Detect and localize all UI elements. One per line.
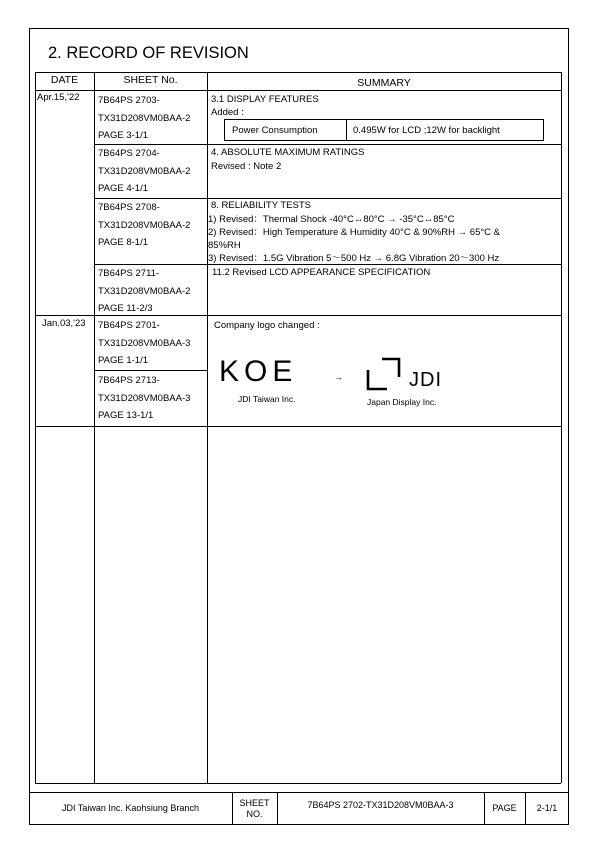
sheet-line: PAGE 13-1/1 xyxy=(98,410,154,421)
jdi-logo-caption: Japan Display Inc. xyxy=(367,397,437,407)
sheet-line: 7B64PS 2703- xyxy=(98,95,160,106)
row-divider xyxy=(94,264,561,265)
summary-line: Added : xyxy=(211,107,244,118)
page-title: 2. RECORD OF REVISION xyxy=(48,44,249,62)
power-consumption-value: 0.495W for LCD ;12W for backlight xyxy=(353,125,500,136)
header-bottom-border xyxy=(35,90,561,91)
footer-company: JDI Taiwan Inc. Kaohsiung Branch xyxy=(62,803,199,813)
footer-top-border xyxy=(29,792,569,793)
summary-heading: 8. RELIABILITY TESTS xyxy=(211,200,311,211)
sheet-line: TX31D208VM0BAA-3 xyxy=(98,393,191,404)
sheet-line: TX31D208VM0BAA-2 xyxy=(98,113,191,124)
jdi-logo-mark xyxy=(366,356,402,392)
sheet-line: PAGE 3-1/1 xyxy=(98,130,148,141)
sheet-line: 7B64PS 2713- xyxy=(98,375,160,386)
sheet-line: PAGE 4-1/1 xyxy=(98,183,148,194)
footer-document-number: 7B64PS 2702-TX31D208VM0BAA-3 xyxy=(307,800,454,810)
sheet-line: PAGE 8-1/1 xyxy=(98,237,148,248)
power-table-divider xyxy=(346,120,347,140)
summary-line: 3) Revised：1.5G Vibration 5～500 Hz → 6.8G Vibration 20～300 Hz xyxy=(208,253,500,264)
footer-sheet-label: NO. xyxy=(246,809,263,819)
row-divider xyxy=(35,426,561,427)
table-bottom-border xyxy=(35,783,561,784)
sheet-line: 7B64PS 2701- xyxy=(98,320,160,331)
footer-page-label: PAGE xyxy=(492,803,517,813)
summary-line: 1) Revised：Thermal Shock -40°C↔80°C → -35°C↔85°C xyxy=(208,214,455,225)
summary-heading: 3.1 DISPLAY FEATURES xyxy=(211,94,319,105)
date-column-divider xyxy=(94,72,95,783)
sheet-column-divider xyxy=(207,72,208,783)
row-divider xyxy=(94,198,561,199)
power-consumption-label: Power Consumption xyxy=(232,125,318,136)
sheet-line: TX31D208VM0BAA-2 xyxy=(98,286,191,297)
header-summary: SUMMARY xyxy=(357,77,411,89)
summary-line: 85%RH xyxy=(208,240,241,251)
sheet-line: 7B64PS 2704- xyxy=(98,148,160,159)
sheet-line: TX31D208VM0BAA-3 xyxy=(98,338,191,349)
jdi-logo-wordmark: JDI xyxy=(409,369,442,391)
summary-heading: 4. ABSOLUTE MAXIMUM RATINGS xyxy=(211,147,365,158)
koe-logo: KOE xyxy=(219,355,298,388)
sheet-line: 7B64PS 2711- xyxy=(98,268,160,279)
table-right-border xyxy=(561,72,562,783)
summary-heading: Company logo changed : xyxy=(214,320,320,331)
header-date: DATE xyxy=(50,74,79,86)
koe-logo-caption: JDI Taiwan Inc. xyxy=(238,394,296,404)
row-divider xyxy=(94,144,561,145)
summary-heading: 11.2 Revised LCD APPEARANCE SPECIFICATION xyxy=(212,267,431,278)
sheet-line: PAGE 1-1/1 xyxy=(98,355,148,366)
arrow-icon: → xyxy=(334,372,343,382)
footer-sheet-label: SHEET xyxy=(239,798,270,808)
sheet-line: PAGE 11-2/3 xyxy=(98,303,153,314)
row-divider xyxy=(35,315,561,316)
footer-page-number: 2-1/1 xyxy=(536,803,558,813)
sheet-line: TX31D208VM0BAA-2 xyxy=(98,220,191,231)
header-sheet-no: SHEET No. xyxy=(123,74,178,86)
summary-line: 2) Revised：High Temperature & Humidity 40°C & 90%RH → 65°C & xyxy=(208,227,501,238)
table-top-border xyxy=(35,72,561,73)
row-divider xyxy=(94,370,207,371)
revision-date: Apr.15,'22 xyxy=(37,92,80,103)
sheet-line: TX31D208VM0BAA-2 xyxy=(98,166,191,177)
summary-line: Revised : Note 2 xyxy=(211,161,282,172)
sheet-line: 7B64PS 2708- xyxy=(98,202,160,213)
table-left-border xyxy=(35,72,36,783)
revision-date: Jan.03,'23 xyxy=(42,318,86,329)
